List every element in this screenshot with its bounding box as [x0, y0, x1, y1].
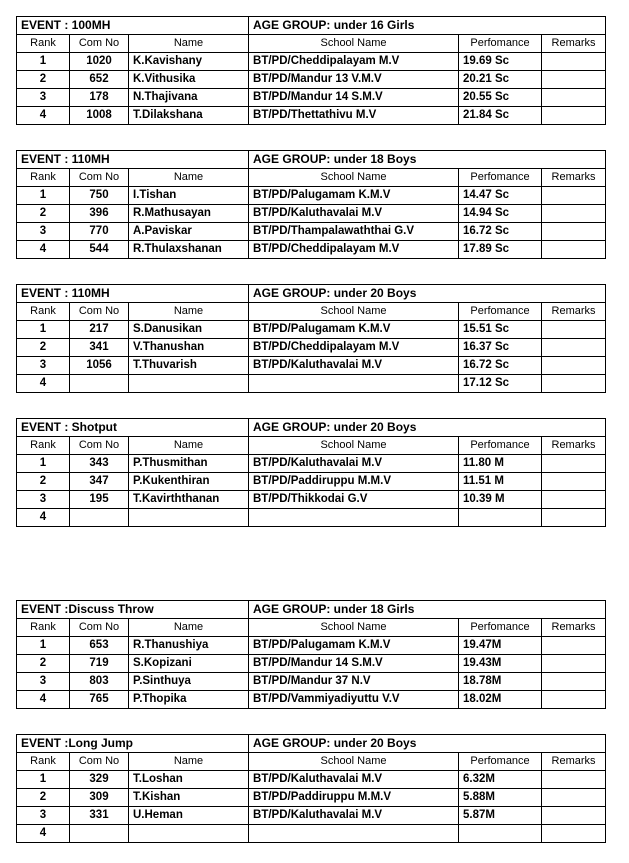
com-no-cell: 309: [70, 789, 129, 807]
athlete-name-cell: K.Kavishany: [129, 53, 249, 71]
rank-cell: 2: [17, 789, 70, 807]
athlete-name-cell: P.Thusmithan: [129, 455, 249, 473]
com-no-cell: 1056: [70, 357, 129, 375]
performance-cell: 18.02M: [459, 691, 542, 709]
name-header: Name: [129, 35, 249, 53]
table-row: [17, 223, 606, 241]
athlete-name-cell: [129, 509, 249, 527]
column-header-row: [17, 35, 606, 53]
school-name-header: School Name: [249, 753, 459, 771]
performance-cell: [459, 509, 542, 527]
table-row: [17, 71, 606, 89]
table-row: [17, 509, 606, 527]
com-no-cell: 343: [70, 455, 129, 473]
athlete-name-cell: R.Thulaxshanan: [129, 241, 249, 259]
school-name-header: School Name: [249, 619, 459, 637]
com-no-header: Com No: [70, 35, 129, 53]
performance-header: Perfomance: [459, 753, 542, 771]
school-name-header: School Name: [249, 35, 459, 53]
event-results-table: [16, 284, 606, 393]
com-no-header: Com No: [70, 437, 129, 455]
performance-cell: 15.51 Sc: [459, 321, 542, 339]
remarks-header: Remarks: [542, 303, 606, 321]
school-name-cell: [249, 375, 459, 393]
rank-header: Rank: [17, 303, 70, 321]
rank-cell: 1: [17, 187, 70, 205]
com-no-cell: 1020: [70, 53, 129, 71]
athlete-name-cell: P.Kukenthiran: [129, 473, 249, 491]
rank-cell: 2: [17, 71, 70, 89]
school-name-cell: BT/PD/Cheddipalayam M.V: [249, 339, 459, 357]
com-no-cell: 719: [70, 655, 129, 673]
remarks-cell: [542, 53, 606, 71]
com-no-header: Com No: [70, 169, 129, 187]
school-name-cell: BT/PD/Kaluthavalai M.V: [249, 807, 459, 825]
table-row: [17, 771, 606, 789]
remarks-cell: [542, 825, 606, 843]
com-no-cell: 329: [70, 771, 129, 789]
name-header: Name: [129, 169, 249, 187]
athlete-name-cell: P.Thopika: [129, 691, 249, 709]
name-header: Name: [129, 303, 249, 321]
remarks-header: Remarks: [542, 437, 606, 455]
rank-cell: 2: [17, 339, 70, 357]
performance-cell: 14.94 Sc: [459, 205, 542, 223]
event-results-table: [16, 16, 606, 125]
com-no-cell: 652: [70, 71, 129, 89]
remarks-header: Remarks: [542, 619, 606, 637]
rank-header: Rank: [17, 169, 70, 187]
rank-cell: 1: [17, 321, 70, 339]
event-title: EVENT : 110MH: [17, 285, 249, 303]
table-row: [17, 673, 606, 691]
table-row: [17, 789, 606, 807]
com-no-header: Com No: [70, 619, 129, 637]
remarks-cell: [542, 375, 606, 393]
school-name-cell: BT/PD/Palugamam K.M.V: [249, 187, 459, 205]
table-row: [17, 825, 606, 843]
rank-cell: 2: [17, 655, 70, 673]
rank-cell: 3: [17, 89, 70, 107]
com-no-cell: 1008: [70, 107, 129, 125]
performance-cell: 19.47M: [459, 637, 542, 655]
school-name-cell: BT/PD/Palugamam K.M.V: [249, 637, 459, 655]
athlete-name-cell: T.Kishan: [129, 789, 249, 807]
com-no-cell: [70, 509, 129, 527]
school-name-cell: BT/PD/Paddiruppu M.M.V: [249, 789, 459, 807]
remarks-cell: [542, 321, 606, 339]
age-group-label: AGE GROUP: under 20 Boys: [249, 735, 606, 753]
athlete-name-cell: R.Thanushiya: [129, 637, 249, 655]
com-no-header: Com No: [70, 303, 129, 321]
rank-cell: 2: [17, 205, 70, 223]
name-header: Name: [129, 437, 249, 455]
table-row: [17, 187, 606, 205]
remarks-cell: [542, 807, 606, 825]
rank-cell: 1: [17, 455, 70, 473]
school-name-cell: [249, 509, 459, 527]
athlete-name-cell: S.Danusikan: [129, 321, 249, 339]
remarks-cell: [542, 655, 606, 673]
school-name-cell: BT/PD/Kaluthavalai M.V: [249, 455, 459, 473]
school-name-cell: BT/PD/Palugamam K.M.V: [249, 321, 459, 339]
table-row: [17, 357, 606, 375]
school-name-cell: BT/PD/Kaluthavalai M.V: [249, 205, 459, 223]
performance-cell: 5.88M: [459, 789, 542, 807]
school-name-cell: BT/PD/Mandur 14 S.M.V: [249, 655, 459, 673]
performance-header: Perfomance: [459, 303, 542, 321]
school-name-cell: BT/PD/Thikkodai G.V: [249, 491, 459, 509]
school-name-header: School Name: [249, 303, 459, 321]
performance-cell: 17.12 Sc: [459, 375, 542, 393]
column-header-row: [17, 619, 606, 637]
athlete-name-cell: I.Tishan: [129, 187, 249, 205]
com-no-cell: 396: [70, 205, 129, 223]
performance-cell: 11.80 M: [459, 455, 542, 473]
school-name-cell: BT/PD/Thampalawaththai G.V: [249, 223, 459, 241]
performance-cell: 20.55 Sc: [459, 89, 542, 107]
com-no-cell: 765: [70, 691, 129, 709]
remarks-cell: [542, 673, 606, 691]
com-no-cell: 217: [70, 321, 129, 339]
school-name-cell: BT/PD/Vammiyadiyuttu V.V: [249, 691, 459, 709]
remarks-header: Remarks: [542, 169, 606, 187]
performance-cell: 11.51 M: [459, 473, 542, 491]
remarks-cell: [542, 107, 606, 125]
school-name-cell: BT/PD/Kaluthavalai M.V: [249, 357, 459, 375]
event-title: EVENT : 100MH: [17, 17, 249, 35]
remarks-cell: [542, 491, 606, 509]
performance-cell: [459, 825, 542, 843]
remarks-cell: [542, 637, 606, 655]
athlete-name-cell: [129, 825, 249, 843]
age-group-label: AGE GROUP: under 18 Girls: [249, 601, 606, 619]
com-no-cell: 341: [70, 339, 129, 357]
event-title: EVENT : 110MH: [17, 151, 249, 169]
remarks-cell: [542, 205, 606, 223]
performance-cell: 5.87M: [459, 807, 542, 825]
rank-cell: 4: [17, 825, 70, 843]
table-row: [17, 375, 606, 393]
remarks-cell: [542, 339, 606, 357]
athlete-name-cell: V.Thanushan: [129, 339, 249, 357]
school-name-cell: BT/PD/Mandur 13 V.M.V: [249, 71, 459, 89]
column-header-row: [17, 437, 606, 455]
athlete-name-cell: N.Thajivana: [129, 89, 249, 107]
athlete-name-cell: R.Mathusayan: [129, 205, 249, 223]
performance-cell: 17.89 Sc: [459, 241, 542, 259]
performance-header: Perfomance: [459, 169, 542, 187]
table-row: [17, 205, 606, 223]
remarks-cell: [542, 89, 606, 107]
table-row: [17, 807, 606, 825]
table-row: [17, 473, 606, 491]
remarks-cell: [542, 789, 606, 807]
performance-cell: 21.84 Sc: [459, 107, 542, 125]
com-no-cell: [70, 825, 129, 843]
remarks-cell: [542, 771, 606, 789]
com-no-cell: [70, 375, 129, 393]
age-group-label: AGE GROUP: under 20 Boys: [249, 419, 606, 437]
rank-cell: 3: [17, 807, 70, 825]
school-name-header: School Name: [249, 437, 459, 455]
table-row: [17, 491, 606, 509]
remarks-cell: [542, 223, 606, 241]
performance-cell: 16.72 Sc: [459, 357, 542, 375]
remarks-cell: [542, 71, 606, 89]
event-results-table: [16, 150, 606, 259]
school-name-cell: BT/PD/Thettathivu M.V: [249, 107, 459, 125]
event-title: EVENT :Long Jump: [17, 735, 249, 753]
performance-cell: 18.78M: [459, 673, 542, 691]
performance-header: Perfomance: [459, 35, 542, 53]
performance-header: Perfomance: [459, 619, 542, 637]
school-name-cell: BT/PD/Mandur 37 N.V: [249, 673, 459, 691]
school-name-cell: [249, 825, 459, 843]
event-results-table: [16, 600, 606, 709]
table-row: [17, 89, 606, 107]
table-row: [17, 637, 606, 655]
performance-cell: 14.47 Sc: [459, 187, 542, 205]
remarks-cell: [542, 473, 606, 491]
athlete-name-cell: P.Sinthuya: [129, 673, 249, 691]
table-row: [17, 455, 606, 473]
school-name-cell: BT/PD/Kaluthavalai M.V: [249, 771, 459, 789]
column-header-row: [17, 753, 606, 771]
rank-header: Rank: [17, 437, 70, 455]
com-no-cell: 347: [70, 473, 129, 491]
table-row: [17, 321, 606, 339]
remarks-cell: [542, 509, 606, 527]
rank-cell: 1: [17, 53, 70, 71]
rank-cell: 4: [17, 691, 70, 709]
name-header: Name: [129, 619, 249, 637]
column-header-row: [17, 169, 606, 187]
remarks-cell: [542, 455, 606, 473]
performance-cell: 19.69 Sc: [459, 53, 542, 71]
rank-header: Rank: [17, 35, 70, 53]
com-no-header: Com No: [70, 753, 129, 771]
school-name-cell: BT/PD/Paddiruppu M.M.V: [249, 473, 459, 491]
event-title: EVENT :Discuss Throw: [17, 601, 249, 619]
remarks-header: Remarks: [542, 35, 606, 53]
rank-cell: 3: [17, 223, 70, 241]
athlete-name-cell: [129, 375, 249, 393]
school-name-header: School Name: [249, 169, 459, 187]
name-header: Name: [129, 753, 249, 771]
column-header-row: [17, 303, 606, 321]
athlete-name-cell: U.Heman: [129, 807, 249, 825]
remarks-cell: [542, 691, 606, 709]
age-group-label: AGE GROUP: under 16 Girls: [249, 17, 606, 35]
rank-header: Rank: [17, 619, 70, 637]
rank-header: Rank: [17, 753, 70, 771]
com-no-cell: 803: [70, 673, 129, 691]
event-results-table: [16, 734, 606, 843]
age-group-label: AGE GROUP: under 18 Boys: [249, 151, 606, 169]
remarks-cell: [542, 187, 606, 205]
performance-cell: 19.43M: [459, 655, 542, 673]
rank-cell: 4: [17, 375, 70, 393]
rank-cell: 2: [17, 473, 70, 491]
remarks-cell: [542, 357, 606, 375]
com-no-cell: 770: [70, 223, 129, 241]
school-name-cell: BT/PD/Cheddipalayam M.V: [249, 241, 459, 259]
com-no-cell: 544: [70, 241, 129, 259]
school-name-cell: BT/PD/Mandur 14 S.M.V: [249, 89, 459, 107]
event-results-table: [16, 418, 606, 527]
rank-cell: 4: [17, 509, 70, 527]
athlete-name-cell: S.Kopizani: [129, 655, 249, 673]
athlete-name-cell: T.Thuvarish: [129, 357, 249, 375]
event-title: EVENT : Shotput: [17, 419, 249, 437]
table-row: [17, 107, 606, 125]
performance-cell: 6.32M: [459, 771, 542, 789]
com-no-cell: 331: [70, 807, 129, 825]
athlete-name-cell: T.Loshan: [129, 771, 249, 789]
performance-cell: 16.72 Sc: [459, 223, 542, 241]
rank-cell: 4: [17, 107, 70, 125]
school-name-cell: BT/PD/Cheddipalayam M.V: [249, 53, 459, 71]
rank-cell: 1: [17, 637, 70, 655]
rank-cell: 1: [17, 771, 70, 789]
athlete-name-cell: T.Kavirththanan: [129, 491, 249, 509]
table-row: [17, 53, 606, 71]
athlete-name-cell: A.Paviskar: [129, 223, 249, 241]
performance-cell: 10.39 M: [459, 491, 542, 509]
rank-cell: 4: [17, 241, 70, 259]
rank-cell: 3: [17, 673, 70, 691]
remarks-cell: [542, 241, 606, 259]
com-no-cell: 653: [70, 637, 129, 655]
table-row: [17, 339, 606, 357]
rank-cell: 3: [17, 357, 70, 375]
athlete-name-cell: T.Dilakshana: [129, 107, 249, 125]
remarks-header: Remarks: [542, 753, 606, 771]
athlete-name-cell: K.Vithusika: [129, 71, 249, 89]
table-row: [17, 691, 606, 709]
table-row: [17, 655, 606, 673]
performance-header: Perfomance: [459, 437, 542, 455]
age-group-label: AGE GROUP: under 20 Boys: [249, 285, 606, 303]
com-no-cell: 750: [70, 187, 129, 205]
table-row: [17, 241, 606, 259]
performance-cell: 16.37 Sc: [459, 339, 542, 357]
rank-cell: 3: [17, 491, 70, 509]
com-no-cell: 178: [70, 89, 129, 107]
com-no-cell: 195: [70, 491, 129, 509]
performance-cell: 20.21 Sc: [459, 71, 542, 89]
